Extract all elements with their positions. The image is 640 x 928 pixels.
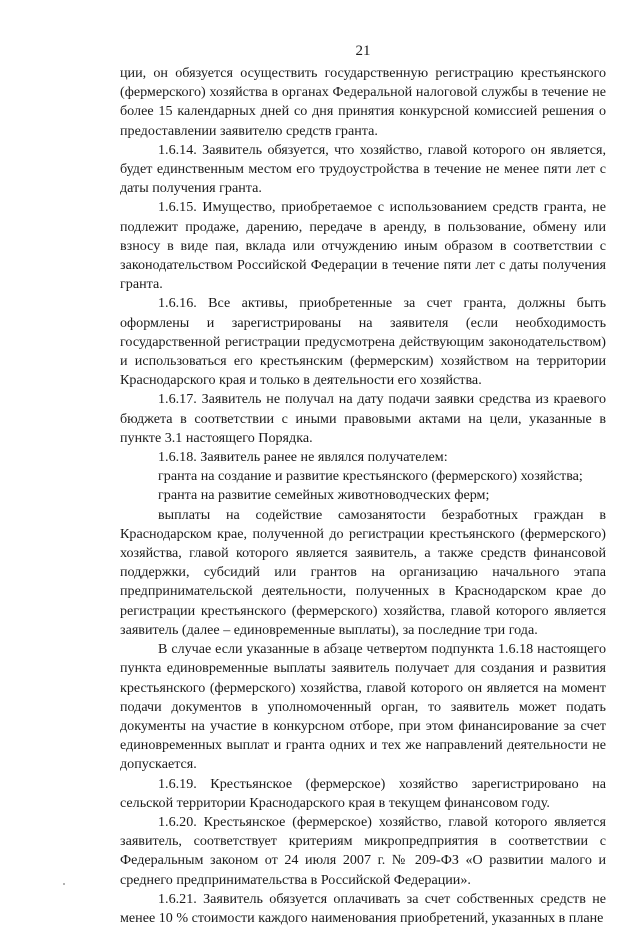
- paragraph-1-6-15: 1.6.15. Имущество, приобретаемое с использованием средств гранта, не подлежит продаже, дарению, передаче в аренду, в пользование, обмену или взносу в виде пая, вклада или отчуждению иным образом в соответствии с законодательством Российской Федерации в течение пяти лет с даты получения гранта.: [120, 199, 606, 293]
- page-number: 21: [355, 43, 371, 59]
- paragraph-1-6-20: 1.6.20. Крестьянское (фермерское) хозяйство, главой которого является заявитель, соответствует критериям микропредприятия в соответствии с Федеральным законом от 24 июля 2007 г. № 209-ФЗ «О развитии малого и среднего предпринимательства в Российской Федерации».: [120, 813, 606, 888]
- paragraph-1-6-19: 1.6.19. Крестьянское (фермерское) хозяйство зарегистрировано на сельской территории Краснодарского края в текущем финансовом году.: [120, 775, 606, 811]
- paragraph-1-6-21: 1.6.21. Заявитель обязуется оплачивать за счет собственных средств не менее 10 % стоимости каждого наименования приобретений, указанных в плане: [120, 890, 606, 926]
- document-page: [120, 0, 606, 926]
- paragraph-1-6-18: 1.6.18. Заявитель ранее не являлся получателем:: [158, 449, 448, 466]
- paragraph-1-6-16: 1.6.16. Все активы, приобретенные за счет гранта, должны быть оформлены и зарегистрированы на заявителя (если необходимость государственной регистрации предусмотрена действующим законодательством) и использоваться его крестьянским (фермерским) хозяйством на территории Краснодарского края и только в деятельности его хозяйства.: [120, 295, 606, 389]
- paragraph-continuation: ции, он обязуется осуществить государственную регистрацию крестьянского (фермерского) хозяйства в органах Федеральной налоговой службы в течение не более 15 календарных дней со дня принятия конкурсной комиссией решения о предоставлении заявителю средств гранта.: [120, 65, 606, 139]
- list-item-grant-family-farms: гранта на развитие семейных животноводческих ферм;: [158, 487, 490, 504]
- paragraph-exception-case: В случае если указанные в абзаце четвертом подпункта 1.6.18 настоящего пункта единовременные выплаты заявитель получает для создания и развития крестьянского (фермерского) хозяйства, главой которого он является на момент подачи документов в уполномоченный орган, то заявитель может подать документы на участие в конкурсном отборе, при этом финансирование за счет единовременных выплат и гранта одних и тех же направлений деятельности не допускается.: [120, 641, 606, 773]
- scan-speck: [63, 883, 65, 885]
- list-item-self-employment-payments: выплаты на содействие самозанятости безработных граждан в Краснодарском крае, полученной до регистрации крестьянского (фермерского) хозяйства, главой которого является заявитель, а также средств финансовой поддержки, субсидий или грантов на организацию начального этапа предпринимательской деятельности, полученных в Краснодарском крае до регистрации крестьянского (фермерского) хозяйства, главой которого является заявитель (далее – единовременные выплаты), за последние три года.: [120, 506, 606, 638]
- paragraph-1-6-17: 1.6.17. Заявитель не получал на дату подачи заявки средства из краевого бюджета в соответствии с иными правовыми актами на цели, указанные в пункте 3.1 настоящего Порядка.: [120, 391, 606, 446]
- list-item-grant-farm: гранта на создание и развитие крестьянского (фермерского) хозяйства;: [158, 468, 583, 485]
- paragraph-1-6-14: 1.6.14. Заявитель обязуется, что хозяйство, главой которого он является, будет единственным местом его трудоустройства в течение не менее пяти лет с даты получения гранта.: [120, 141, 606, 197]
- document-body: [120, 64, 606, 928]
